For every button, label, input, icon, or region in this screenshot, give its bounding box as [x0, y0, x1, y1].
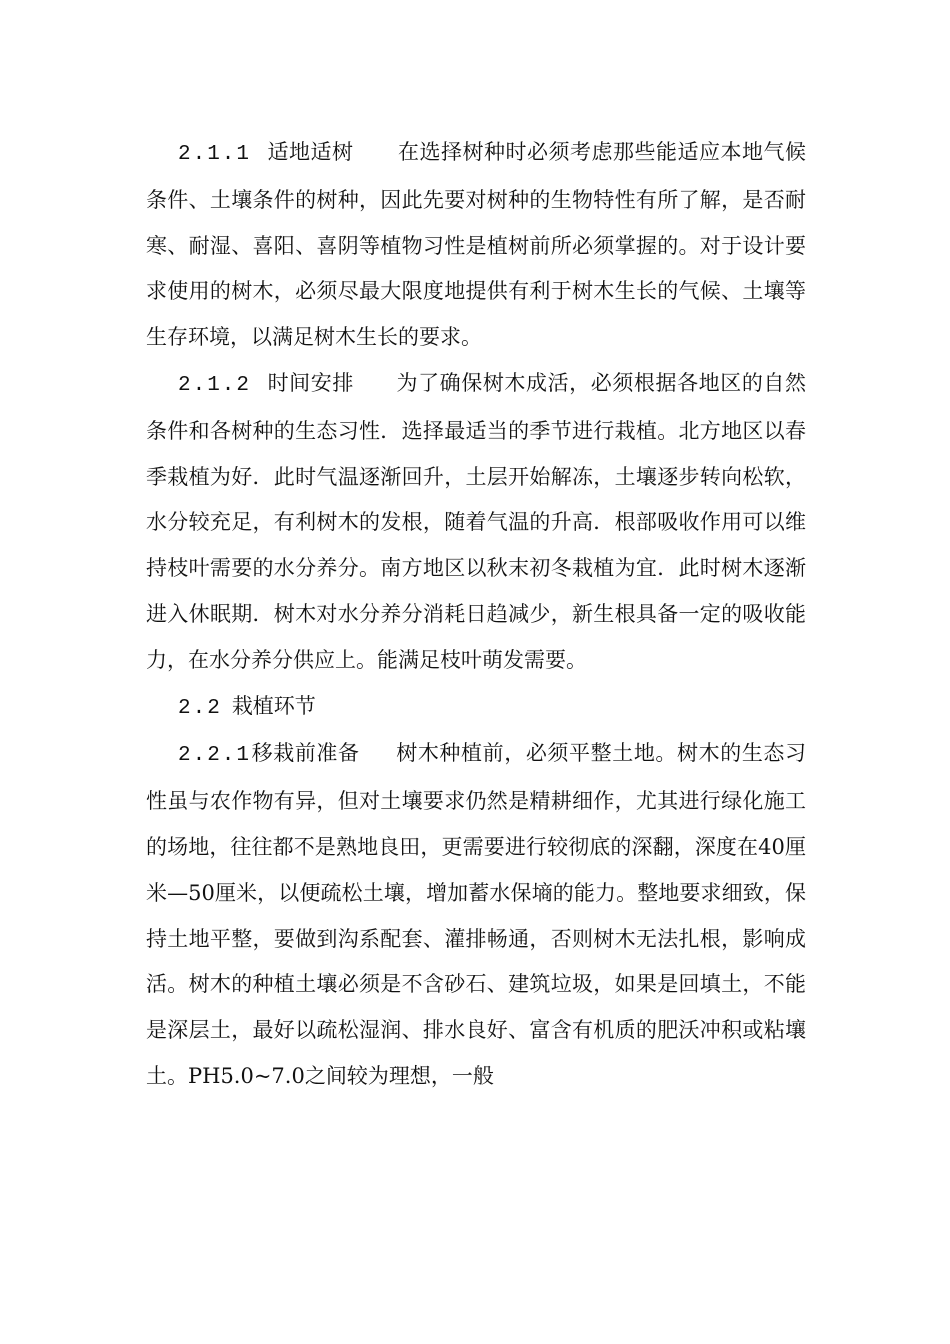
section-2-2-1 — [146, 731, 806, 1099]
section-number: 2.1.1 — [178, 143, 252, 166]
section-2-1-1 — [146, 130, 806, 361]
section-heading: 适地适树 — [267, 140, 354, 164]
section-2-2 — [146, 684, 806, 732]
section-2-1-2 — [146, 361, 806, 684]
section-heading: 栽植环节 — [231, 693, 316, 718]
section-heading: 移栽前准备 — [251, 741, 360, 766]
section-number: 2.2 — [178, 696, 222, 720]
section-number: 2.1.2 — [178, 373, 252, 397]
document-body — [146, 130, 806, 1100]
section-text: 树木种植前，必须平整土地。树木的生态习性虽与农作物有异，但对土壤要求仍然是精耕细作，尤其进行绿化施工的场地，往往都不是熟地良田，更需要进行较彻底的深翻，深度在40厘米—50厘米，以便疏松土壤，增加蓄水保墒的能力。整地要求细致，保持土地平整，要做到沟系配套、灌排畅通，否则树木无法扎根，影响成活。树木的种植土壤必须是不含砂石、建筑垃圾，如果是回填土，不能是深层土，最好以疏松湿润、排水良好、富含有机质的肥沃冲积或粘壤土。PH5.0~7.0之间较为理想，一般 — [146, 741, 807, 1088]
section-number: 2.2.1 — [178, 744, 252, 768]
section-text: 为了确保树木成活，必须根据各地区的自然条件和各树种的生态习性．选择最适当的季节进行栽植。北方地区以春季栽植为好．此时气温逐渐回升，土层开始解冻，土壤逐步转向松软，水分较充足，有利树木的发根，随着气温的升高．根部吸收作用可以维持枝叶需要的水分养分。南方地区以秋末初冬栽植为宜．此时树木逐渐进入休眠期．树木对水分养分消耗日趋减少，新生根具备一定的吸收能力，在水分养分供应上。能满足枝叶萌发需要。 — [146, 370, 807, 672]
section-heading: 时间安排 — [267, 370, 354, 395]
section-text: 在选择树种时必须考虑那些能适应本地气候条件、土壤条件的树种，因此先要对树种的生物特性有所了解，是否耐寒、耐湿、喜阳、喜阴等植物习性是植树前所必须掌握的。对于设计要求使用的树木，必须尽最大限度地提供有利于树木生长的气候、土壤等生存环境，以满足树木生长的要求。 — [146, 140, 807, 350]
